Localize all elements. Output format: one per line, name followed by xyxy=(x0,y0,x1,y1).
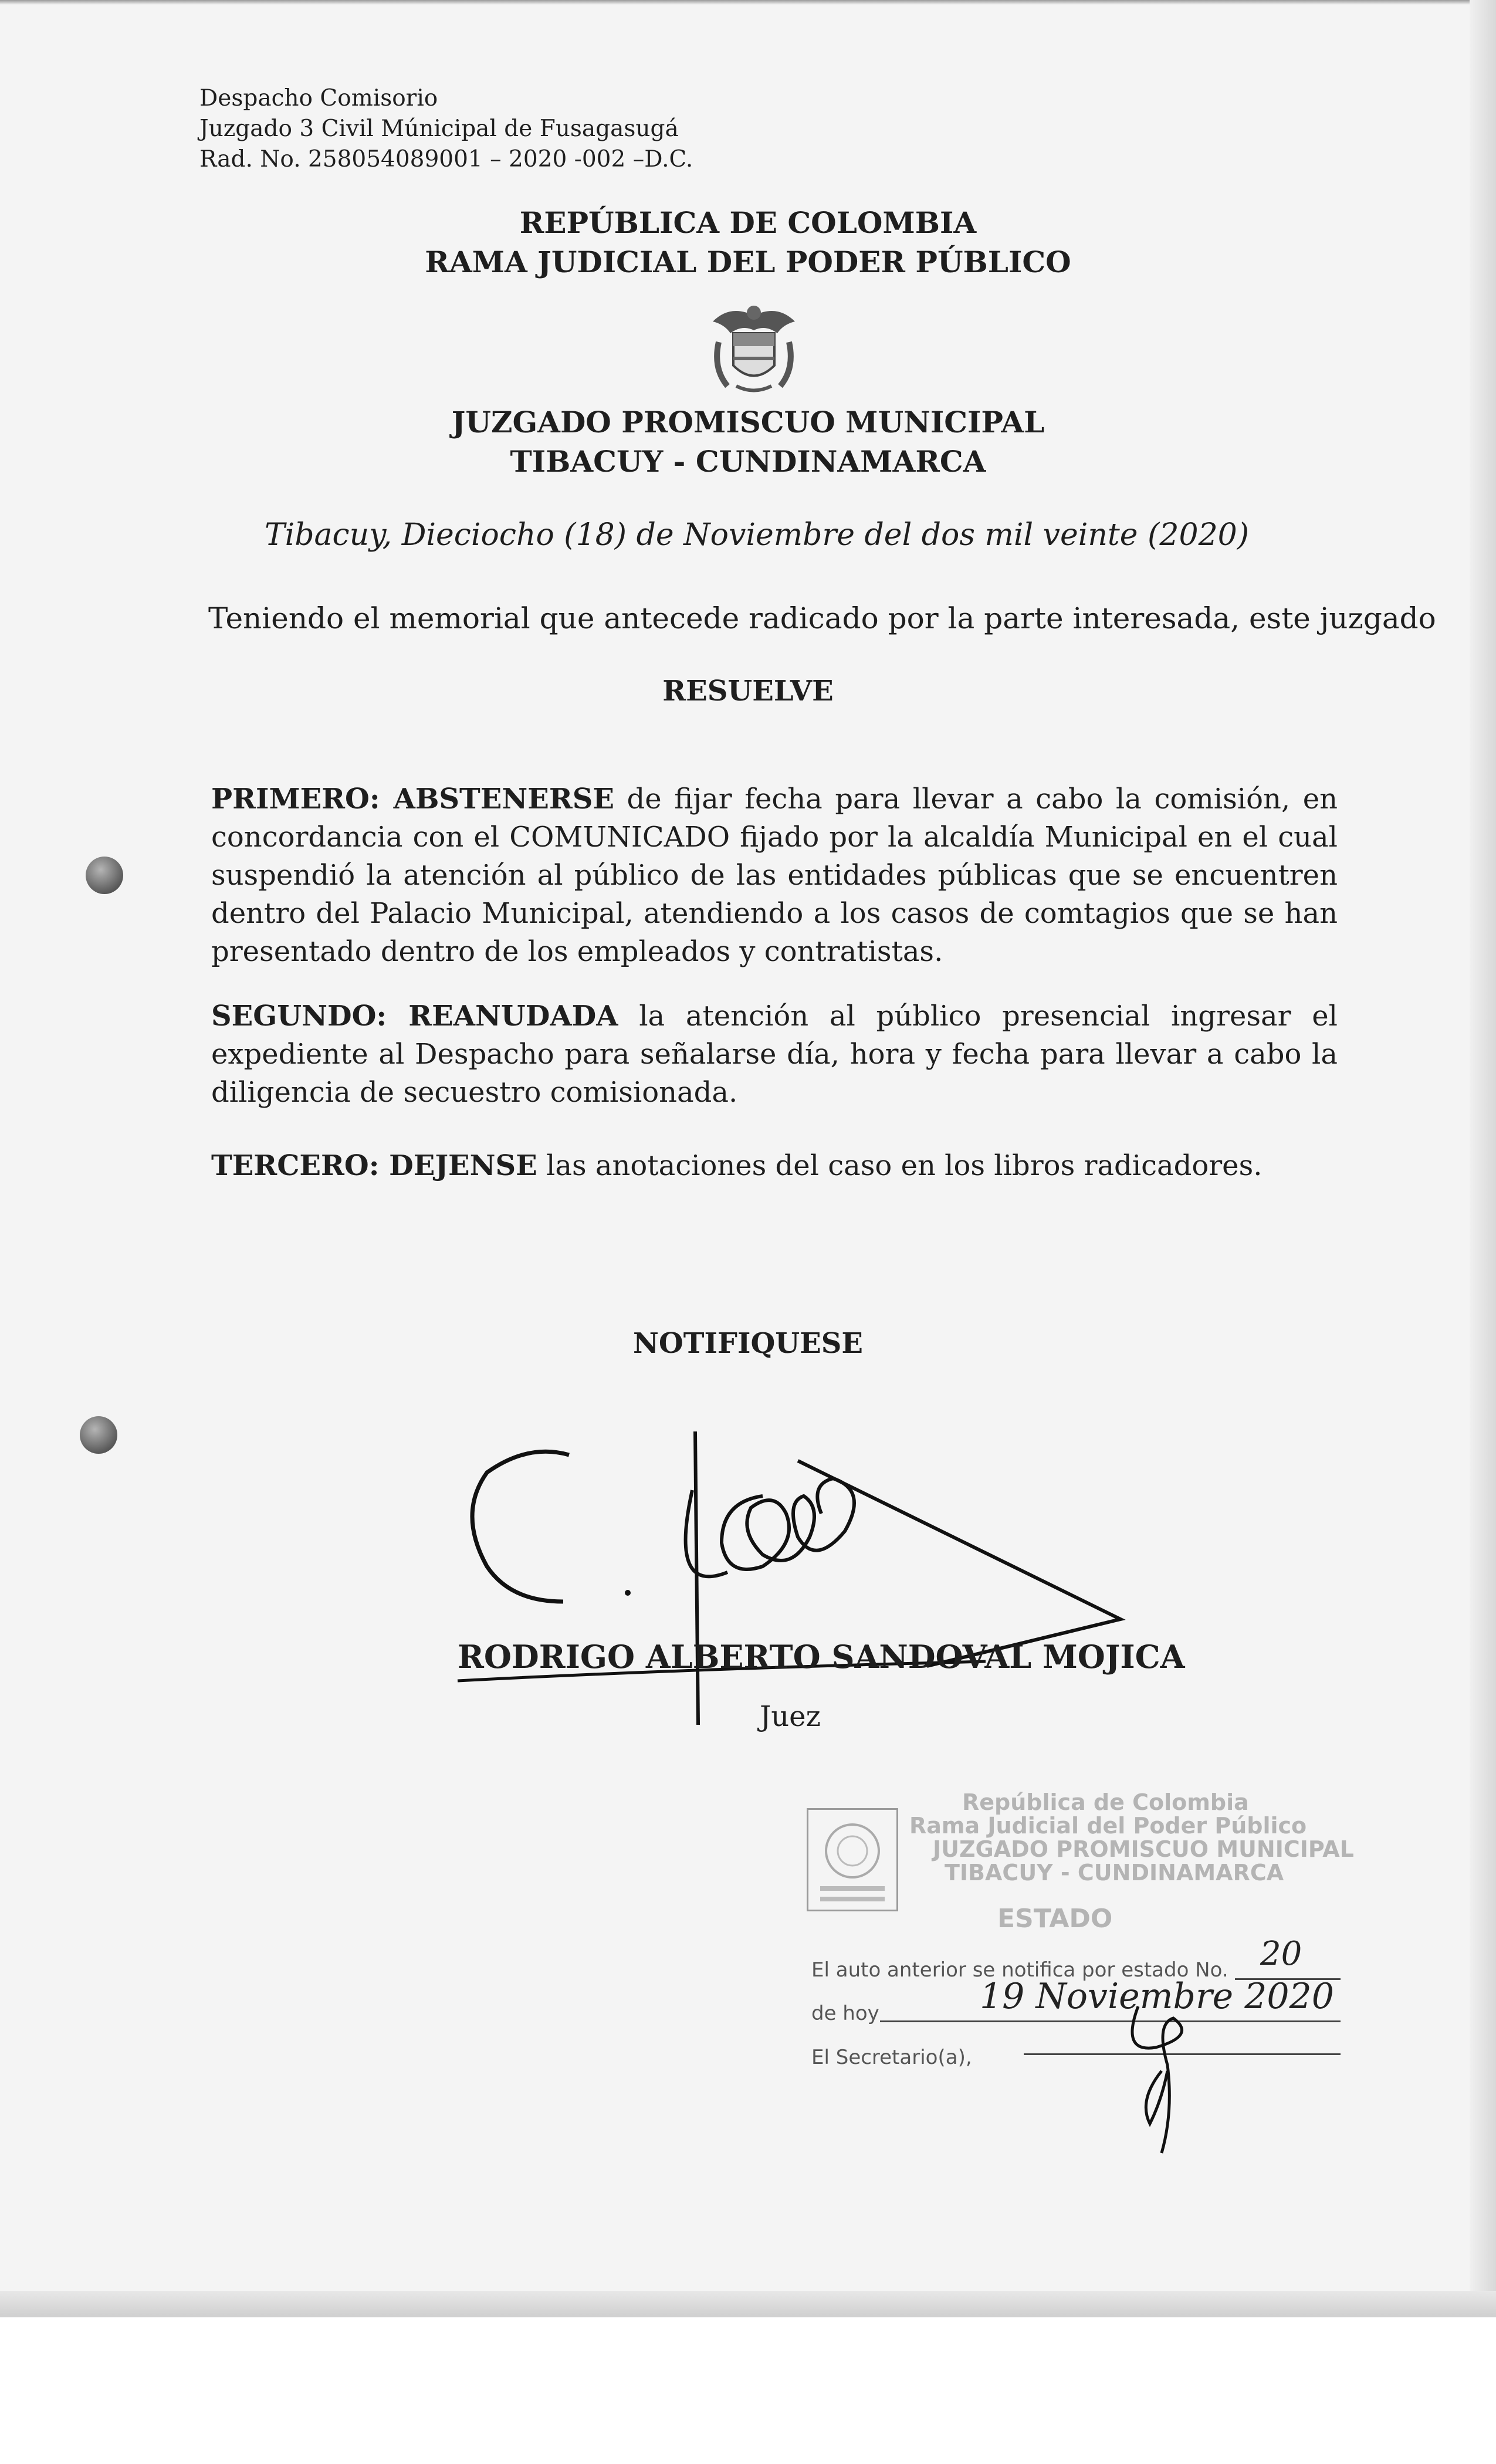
resolution-label: SEGUNDO: REANUDADA xyxy=(211,1000,618,1033)
resolution-primero xyxy=(211,780,1338,971)
coat-of-arms-icon xyxy=(701,298,807,401)
resolution-tercero xyxy=(211,1147,1338,1185)
scan-top-edge xyxy=(0,0,1496,5)
case-reference xyxy=(199,83,693,175)
judge-title: Juez xyxy=(760,1700,821,1733)
notifiquese-heading: NOTIFIQUESE xyxy=(633,1327,863,1360)
court-title: JUZGADO PROMISCUO MUNICIPAL xyxy=(451,405,1045,439)
resolution-label: TERCERO: DEJENSE xyxy=(211,1149,537,1182)
document-date: Tibacuy, Dieciocho (18) de Noviembre del dos mil veinte (2020) xyxy=(264,517,1250,553)
stamp-text: JUZGADO PROMISCUO MUNICIPAL xyxy=(933,1836,1354,1862)
court-location: TIBACUY - CUNDINAMARCA xyxy=(510,444,986,479)
punch-hole xyxy=(80,1416,117,1454)
secretary-signature xyxy=(1103,1983,1255,2159)
resuelve-heading: RESUELVE xyxy=(662,675,834,708)
punch-hole xyxy=(86,857,123,894)
scan-bottom-edge xyxy=(0,2291,1496,2317)
judge-signature xyxy=(446,1420,1150,1748)
stamp-text: TIBACUY - CUNDINAMARCA xyxy=(945,1860,1284,1886)
notice-label: El auto anterior se notifica por estado No. xyxy=(811,1958,1228,1982)
secretary-label: El Secretario(a), xyxy=(811,2046,972,2069)
case-reference-line: Despacho Comisorio xyxy=(199,85,438,111)
judge-name: RODRIGO ALBERTO SANDOVAL MOJICA xyxy=(458,1638,1185,1676)
scan-right-edge xyxy=(1470,0,1496,2317)
resolution-text: las anotaciones del caso en los libros radicadores. xyxy=(537,1149,1263,1182)
resolution-label: PRIMERO: ABSTENERSE xyxy=(211,783,614,815)
stamp-text: ESTADO xyxy=(997,1904,1113,1934)
stamp-text: República de Colombia xyxy=(962,1789,1249,1815)
resolution-segundo xyxy=(211,997,1338,1112)
stamp-emblem xyxy=(807,1808,898,1911)
resolution-text: de fijar fecha para llevar a cabo la comisión, en concordancia con el COMUNICADO fijado por la alcaldía Municipal en el cual suspendió la atención al público de las entidades públicas que se encuentren dentro del Palacio Municipal, atendiendo a los casos de comtagios que se han presentado dentro de los empleados y contratistas. xyxy=(211,783,1338,968)
stamp-text: Rama Judicial del Poder Público xyxy=(909,1813,1307,1839)
resolution-text: la atención al público presencial ingresar el expediente al Despacho para señalarse día, hora y fecha para llevar a cabo la diligencia de secuestro comisionada. xyxy=(211,1000,1338,1109)
notice-number: 20 xyxy=(1260,1935,1302,1973)
court-emblem-icon xyxy=(808,1810,896,1910)
republic-title: REPÚBLICA DE COLOMBIA xyxy=(519,205,977,240)
date-label: de hoy xyxy=(811,2002,879,2025)
notice-date: 19 Noviembre 2020 xyxy=(980,1976,1334,2017)
branch-title: RAMA JUDICIAL DEL PODER PÚBLICO xyxy=(425,245,1071,279)
intro-text: Teniendo el memorial que antecede radicado por la parte interesada, este juzgado xyxy=(208,601,1436,635)
case-reference-line: Rad. No. 258054089001 – 2020 -002 –D.C. xyxy=(199,146,693,172)
case-reference-line: Juzgado 3 Civil Múnicipal de Fusagasugá xyxy=(199,116,679,142)
